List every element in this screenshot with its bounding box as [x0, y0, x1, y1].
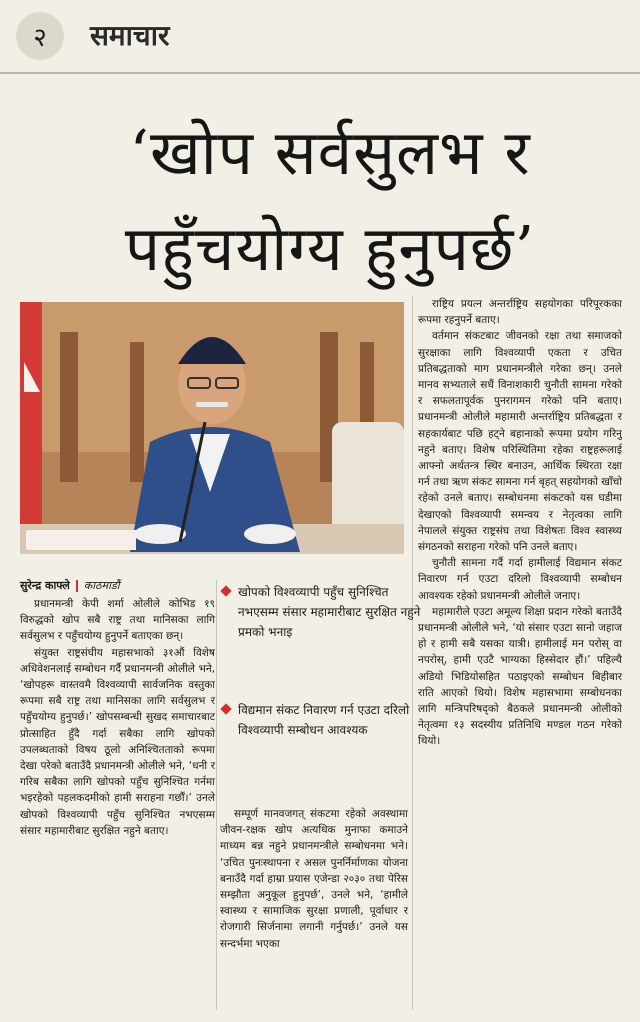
pull-quote-1	[222, 582, 426, 642]
paragraph: महामारीले एउटा अमूल्य शिक्षा प्रदान गरेको बताउँदै प्रधानमन्त्री ओलीले भने, ‘यो संसार एउटा सानो जहाज हो र हामी सबै यसका यात्री। हामीलाई मन परोस् वा नपरोस्, हामी एउटै भाग्यका हिस्सेदार हौं।’ पहिल्यै अडियो भिडियोसहित पठाइएको सम्बोधन बिहीबार राति आएको थियो। विशेष महासभामा सम्बोधनका लागि मन्त्रिपरिषद्को बैठकले प्रधानमन्त्री ओलीको नेतृत्वमा १३ सदस्यीय प्रतिनिधि मण्डल गठन गरेको थियो।	[418, 605, 622, 748]
paragraph: राष्ट्रिय प्रयत्न अन्तर्राष्ट्रिय सहयोगका परिपूरकका रूपमा रहनुपर्ने बताए।	[418, 298, 622, 327]
headline-line-1: ‘खोप सर्वसुलभ र	[129, 116, 531, 189]
pull-quote-text: खोपको विश्वव्यापी पहुँच सुनिश्चित नभएसम्म संसार महामारीबाट सुरक्षित नहुने प्रमको भनाइ	[238, 585, 421, 639]
pull-quote-2	[222, 700, 426, 740]
headline-line-2: पहुँचयोग्य हुनुपर्छ’	[124, 212, 536, 285]
section-title: समाचार	[90, 19, 170, 52]
pull-quote-text: विद्यमान संकट निवारण गर्न एउटा दरिलो विश्वव्यापी सम्बोधन आवश्यक	[238, 703, 410, 737]
headline	[60, 105, 600, 297]
byline	[20, 578, 215, 593]
paragraph: संयुक्त राष्ट्रसंघीय महासभाको ३१औं विशेष अधिवेशनलाई सम्बोधन गर्दै प्रधानमन्त्री ओलीले भने, ‘खोपहरू वास्तवमै विश्वव्यापी सार्वजनिक वस्तुका रूपमा सबै राष्ट्र तथा मानिसका लागि सर्वसुलभ र पहुँचयोग्य हुनुपर्छ।’ खोपसम्बन्धी सुखद समाचारबाट प्रोत्साहित हुँदै गर्दा सबैका लागि खोपको उपलब्धताको विषय ठूलो अनिश्चितताको रूपमा देखा परेको बताउँदै प्रधानमन्त्री ओलीले भने, ‘धनी र गरिब सबैका लागि खोपको पहुँच सुनिश्चित गर्नमा भइरहेको पहलकदमीको हामी सराहना गर्छौं।’ उनले खोपको विश्वव्यापी पहुँच सुनिश्चित नभएसम्म संसार महामारीबाट सुरक्षित नहुने बताए।	[20, 646, 215, 837]
paragraph: सम्पूर्ण मानवजगत् संकटमा रहेको अवस्थामा जीवन-रक्षक खोप अत्यधिक मुनाफा कमाउने माध्यम बन्न नहुने प्रधानमन्त्रीले सम्बोधनमा भने। ‘उचित पुनःस्थापना र असल पुनर्निर्माणका योजना बनाउँदै गर्दा हाम्रा प्रयास एजेन्डा २०३० तथा पेरिस सम्झौता अनुकूल हुनुपर्छ’, उनले भने, ‘हामीले स्वास्थ्य र सामाजिक सुरक्षा प्रणाली, पूर्वाधार र रोजगारी सिर्जनामा लगानी गर्नुपर्छ।’ उनले यस सन्दर्भमा भएका	[220, 808, 408, 950]
news-photo	[20, 302, 404, 554]
article-column-left	[20, 596, 215, 839]
diamond-bullet-icon	[220, 585, 231, 596]
diamond-bullet-icon	[220, 703, 231, 714]
photo-illustration	[20, 302, 404, 554]
dateline-place: काठमाडौं	[83, 579, 120, 592]
page-number: २	[16, 12, 64, 60]
column-divider-1	[216, 580, 217, 1010]
paragraph: वर्तमान संकटबाट जीवनको रक्षा तथा समाजको सुरक्षाका लागि विश्वव्यापी एकता र उचित प्रतिबद्धताको माग प्रधानमन्त्रीले गरेका छन्। उनले मानव सभ्यताले सधैं विनाशकारी चुनौती सामना गरेको र सफलतापूर्वक पुनरागमन गरेको पनि बताए। प्रधानमन्त्री ओलीले महामारी अन्तर्राष्ट्रिय प्रतिबद्धता र सहकार्यबाट पछि हट्ने बहानाको रूपमा प्रयोग गरिनु नहुने बताए। विशेष परिस्थितिमा रहेका राष्ट्रहरूलाई आफ्नो अर्थतन्त्र स्थिर बनाउन, आर्थिक स्थिरता रक्षा गर्न तथा ऋण संकट सामना गर्न बृहत् सहयोगको खाँचो रहेको उनले बताए। सम्बोधनमा संकटको यस घडीमा देखाएको विश्वव्यापी समन्वय र नेतृत्वका लागि नेपालले संयुक्त राष्ट्रसंघ तथा विशेषतः विश्व स्वास्थ्य संगठनको सराहना गरेको पनि उनले बताए।	[418, 330, 622, 554]
byline-divider	[76, 580, 78, 592]
paragraph: चुनौती सामना गर्दै गर्दा हामीलाई विद्यमान संकट निवारण गर्न एउटा दरिलो विश्वव्यापी सम्बोधन आवश्यक रहेको प्रधानमन्त्री ओलीले जनाए।	[418, 557, 622, 602]
author-name: सुरेन्द्र काफ्ले	[20, 579, 70, 592]
column-divider-2	[412, 296, 413, 1010]
paragraph: प्रधानमन्त्री केपी शर्मा ओलीले कोभिड १९ विरुद्धको खोप सबै राष्ट्र तथा मानिसका लागि सर्वसुलभ र पहुँचयोग्य हुनुपर्ने बताएका छन्।	[20, 598, 215, 643]
header-rule	[0, 72, 640, 74]
page-header	[0, 0, 640, 72]
article-column-middle	[220, 806, 408, 952]
article-column-right	[418, 296, 622, 750]
